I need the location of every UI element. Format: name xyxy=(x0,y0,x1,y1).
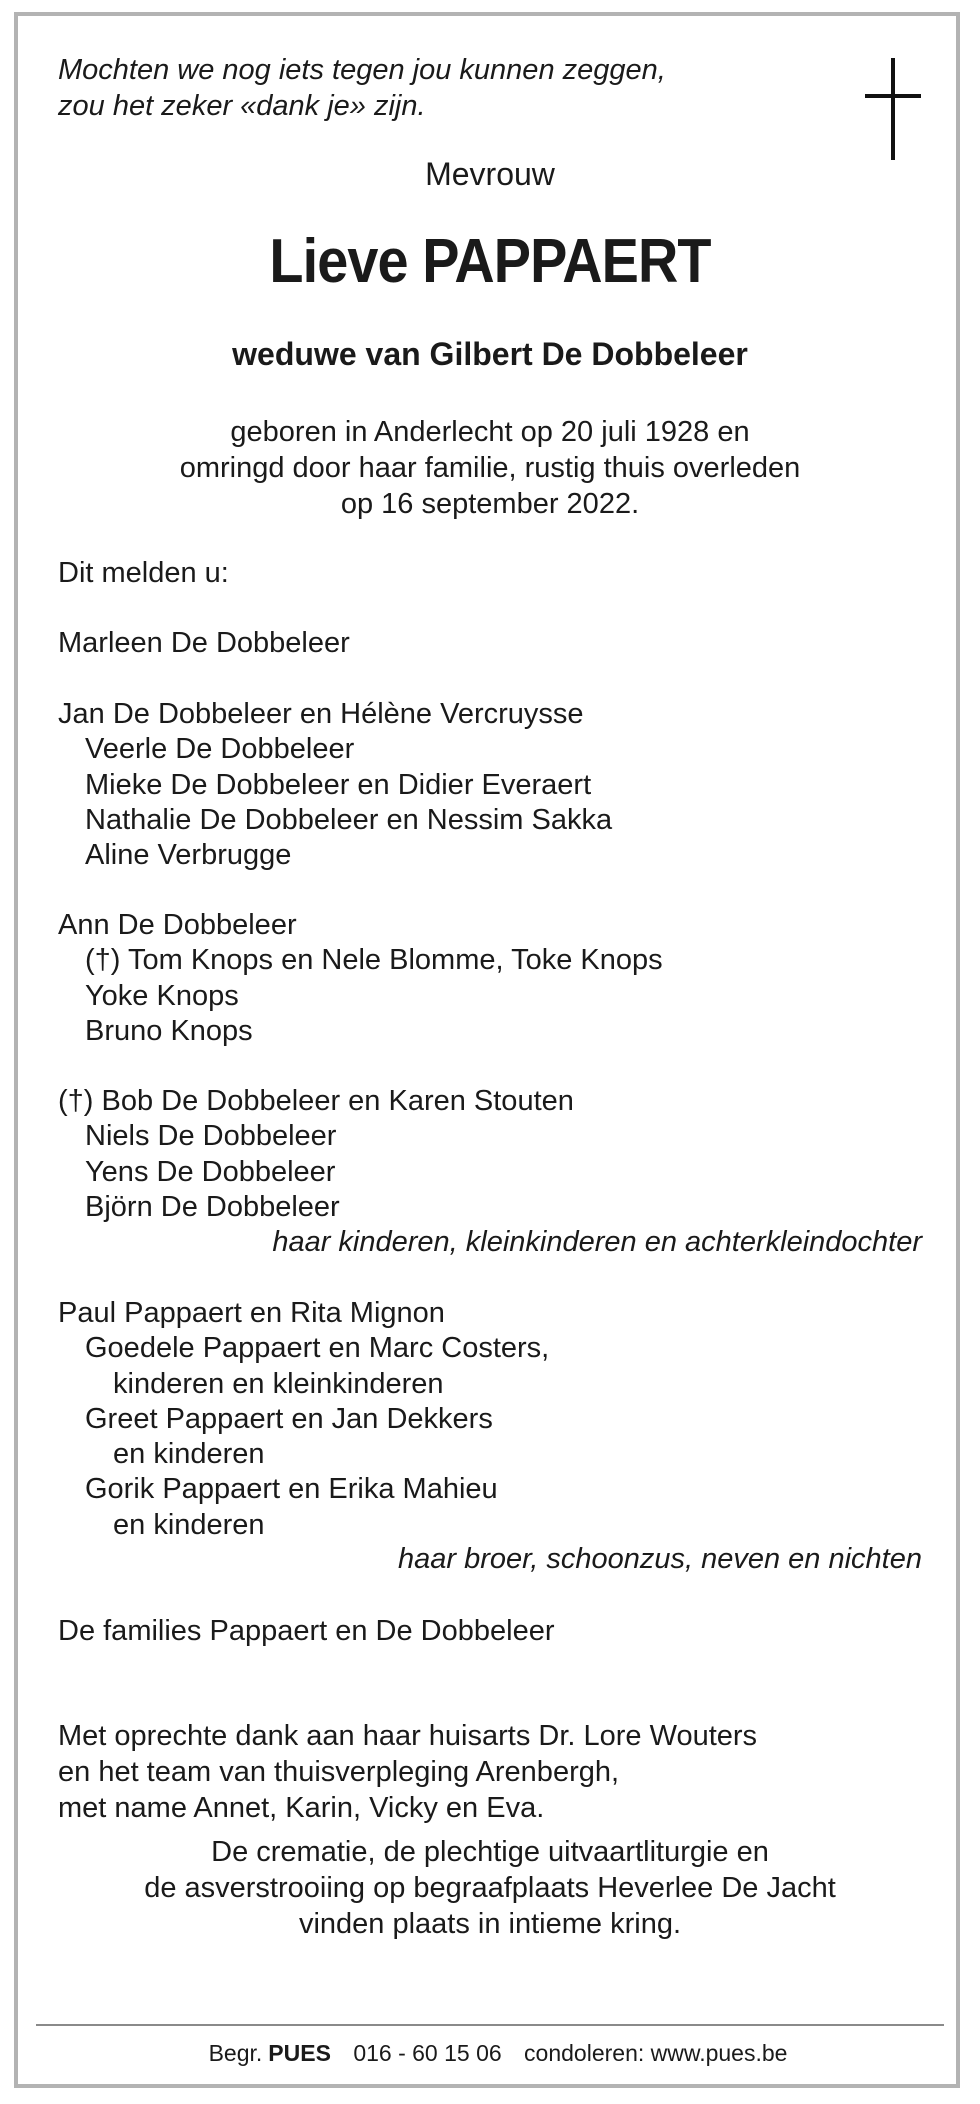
children-caption: haar kinderen, kleinkinderen en achterkleindochter xyxy=(272,1226,922,1258)
family-marleen: Marleen De Dobbeleer xyxy=(58,627,350,659)
thanks-line: Met oprechte dank aan haar huisarts Dr. Lore Wouters xyxy=(58,1720,758,1752)
intro-text: Dit melden u: xyxy=(58,557,229,589)
footer-phone: 016 - 60 15 06 xyxy=(353,2040,502,2066)
footer-divider xyxy=(36,2024,944,2026)
footer-prefix: Begr. xyxy=(208,2040,263,2066)
birth-line: op 16 september 2022. xyxy=(340,488,640,520)
family-bob-group xyxy=(58,1084,574,1225)
family-line: Niels De Dobbeleer xyxy=(85,1120,337,1153)
family-paul-group xyxy=(58,1296,549,1543)
thanks-text xyxy=(58,1718,757,1826)
family-line: Ann De Dobbeleer xyxy=(58,909,297,941)
family-line: en kinderen xyxy=(113,1438,265,1471)
family-line: Jan De Dobbeleer en Hélène Vercruysse xyxy=(58,698,584,730)
family-line: Mieke De Dobbeleer en Didier Everaert xyxy=(85,768,592,801)
widow-line: weduwe van Gilbert De Dobbeleer xyxy=(232,336,748,372)
cremation-line: De crematie, de plechtige uitvaartliturgie en xyxy=(211,1836,769,1868)
cremation-line: vinden plaats in intieme kring. xyxy=(298,1908,682,1940)
families-line: De families Pappaert en De Dobbeleer xyxy=(58,1615,555,1647)
family-line: Paul Pappaert en Rita Mignon xyxy=(58,1297,445,1329)
footer-condolence[interactable]: condoleren: www.pues.be xyxy=(524,2040,788,2066)
family-line: Yens De Dobbeleer xyxy=(85,1155,336,1188)
footer-company: PUES xyxy=(268,2040,331,2066)
family-line: Bruno Knops xyxy=(85,1014,253,1047)
cross-icon xyxy=(851,58,931,160)
deceased-name: Lieve PAPPAERT xyxy=(269,227,711,296)
family-ann-group xyxy=(58,908,663,1049)
family-line: Greet Pappaert en Jan Dekkers xyxy=(85,1402,493,1435)
family-line: Gorik Pappaert en Erika Mahieu xyxy=(85,1473,498,1506)
family-line: (†) Bob De Dobbeleer en Karen Stouten xyxy=(58,1085,574,1117)
family-line: Veerle De Dobbeleer xyxy=(85,733,355,766)
birth-death-info xyxy=(0,414,980,522)
motto-line: zou het zeker «dank je» zijn. xyxy=(58,90,426,122)
thanks-line: met name Annet, Karin, Vicky en Eva. xyxy=(58,1792,545,1824)
family-line: (†) Tom Knops en Nele Blomme, Toke Knops xyxy=(85,944,663,977)
brother-caption: haar broer, schoonzus, neven en nichten xyxy=(398,1543,922,1575)
family-line: en kinderen xyxy=(113,1508,265,1541)
thanks-line: en het team van thuisverpleging Arenbergh, xyxy=(58,1756,620,1788)
birth-line: geboren in Anderlecht op 20 juli 1928 en xyxy=(230,416,750,448)
family-line: kinderen en kleinkinderen xyxy=(113,1367,444,1400)
honorific: Mevrouw xyxy=(425,156,555,192)
motto-quote xyxy=(58,52,666,124)
birth-line: omringd door haar familie, rustig thuis overleden xyxy=(179,452,801,484)
family-line: Nathalie De Dobbeleer en Nessim Sakka xyxy=(85,803,613,836)
family-line: Björn De Dobbeleer xyxy=(85,1190,340,1223)
family-jan-group xyxy=(58,697,612,873)
family-line: Yoke Knops xyxy=(85,979,239,1012)
motto-line: Mochten we nog iets tegen jou kunnen zeggen, xyxy=(58,54,666,86)
cremation-text xyxy=(0,1834,980,1942)
footer xyxy=(0,2040,980,2067)
family-line: Aline Verbrugge xyxy=(85,839,292,872)
cremation-line: de asverstrooiing op begraafplaats Heverlee De Jacht xyxy=(144,1872,836,1904)
family-line: Goedele Pappaert en Marc Costers, xyxy=(85,1332,550,1365)
